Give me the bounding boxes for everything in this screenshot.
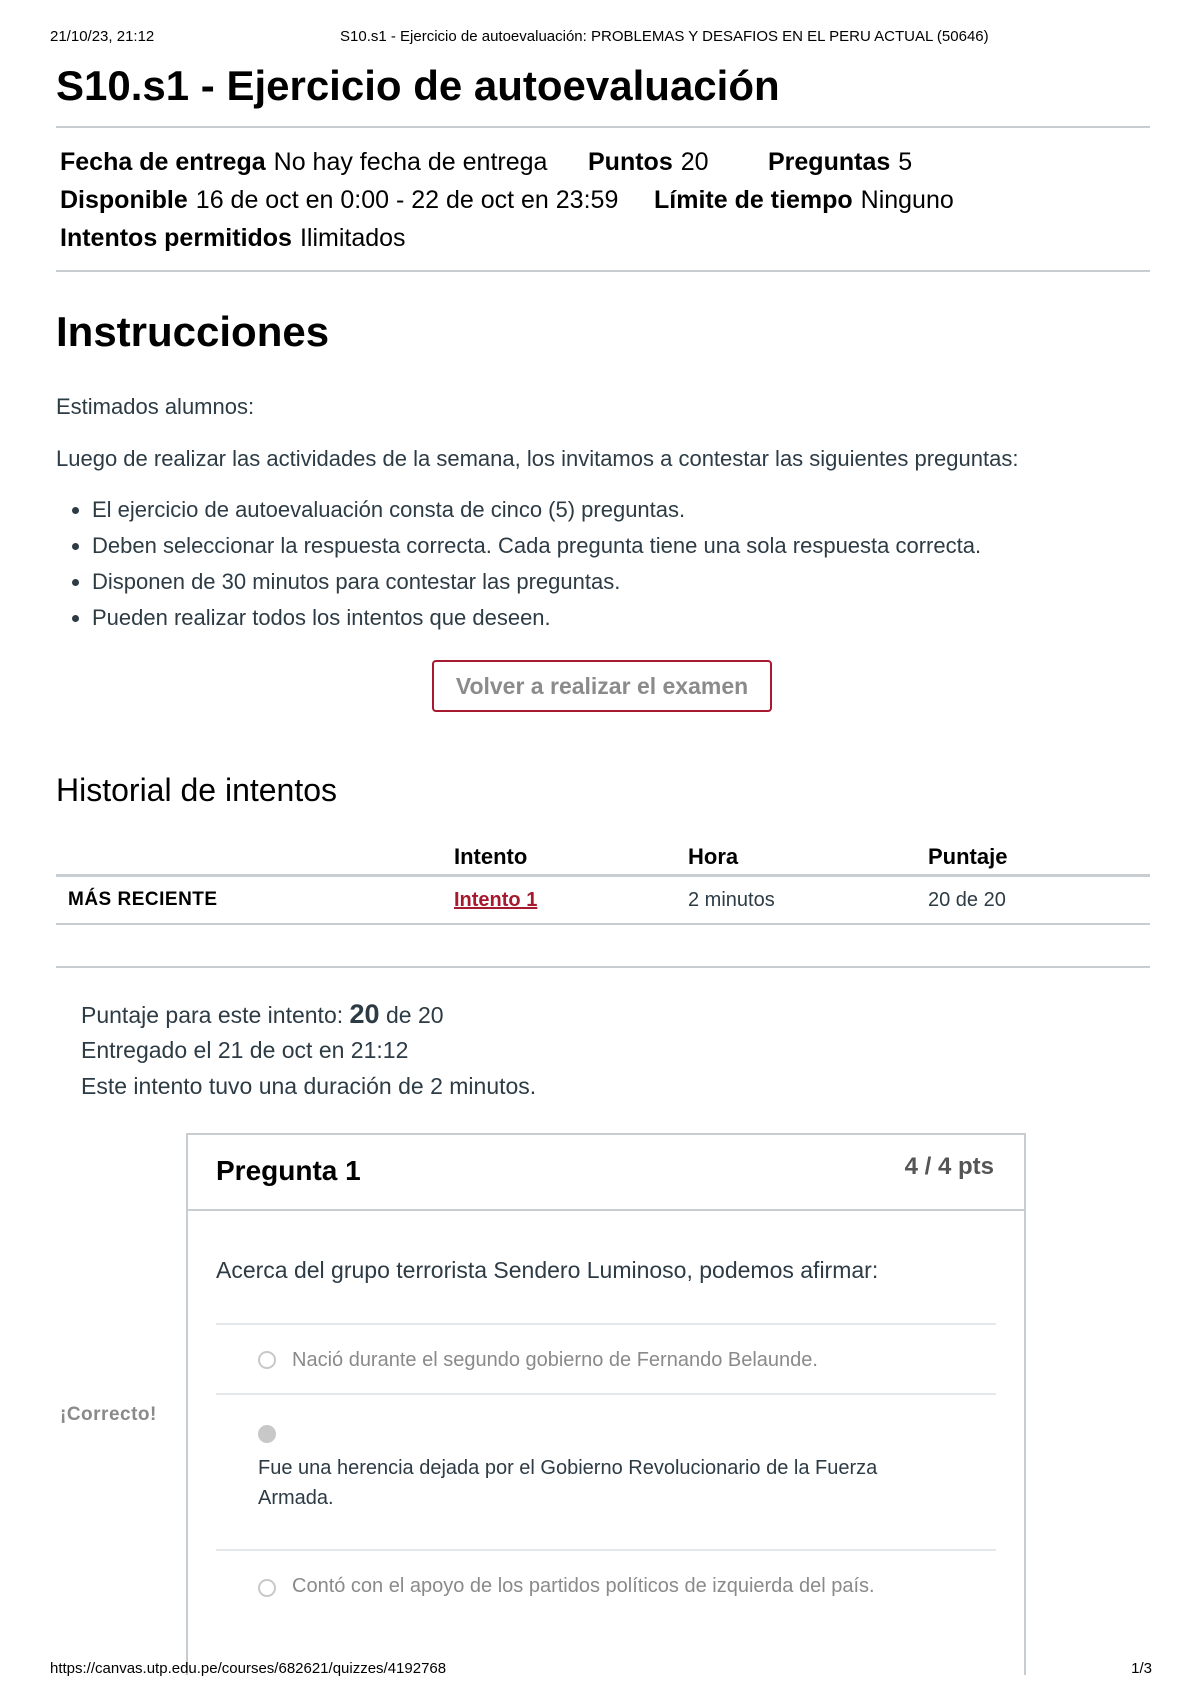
detail-questions-value: 5: [898, 148, 913, 176]
detail-points-value: 20: [680, 148, 709, 176]
detail-available-label: Disponible: [60, 186, 188, 214]
detail-available-value: 16 de oct en 0:00 - 22 de oct en 23:59: [195, 186, 619, 214]
table-header-row: [56, 834, 1150, 876]
score-line: [56, 996, 1150, 1032]
answer-option-selected: [216, 1393, 996, 1549]
detail-time-limit: [654, 186, 954, 215]
detail-time-limit-label: Límite de tiempo: [654, 186, 853, 214]
print-footer: [0, 1660, 1200, 1680]
detail-time-limit-value: Ninguno: [860, 186, 954, 214]
print-url: https://canvas.utp.edu.pe/courses/682621/quizzes/4192768: [50, 1660, 447, 1677]
question-card: [186, 1133, 1026, 1675]
score-prefix: Puntaje para este intento:: [81, 1002, 344, 1028]
instructions-bullet: • Pueden realizar todos los intentos que deseen.: [92, 604, 1150, 640]
attempt-link[interactable]: Intento 1: [454, 888, 538, 911]
print-doc-title: S10.s1 - Ejercicio de autoevaluación: PROBLEMAS Y DESAFIOS EN EL PERU ACTUAL (50646): [340, 28, 989, 45]
score-suffix: de 20: [385, 1002, 444, 1028]
detail-available: [60, 186, 618, 215]
detail-questions-label: Preguntas: [768, 148, 891, 176]
correct-answer-flag: ¡Correcto!: [60, 1404, 190, 1434]
table-row: [56, 876, 1150, 925]
quiz-content: [56, 58, 1150, 1099]
question-title: Pregunta 1: [216, 1155, 361, 1186]
answer-label: Fue una herencia dejada por el Gobierno Revolucionario de la Fuerza Armada.: [258, 1457, 878, 1509]
attempt-cell: [454, 876, 688, 925]
answer-label: Nació durante el segundo gobierno de Fernando Belaunde.: [292, 1349, 818, 1371]
quiz-details: [56, 128, 1150, 270]
answer-option: [216, 1323, 996, 1393]
instructions-list: [56, 496, 1150, 640]
radio-selected-icon: [258, 1425, 276, 1443]
answer-label: Contó con el apoyo de los partidos políticos de izquierda del país.: [292, 1575, 875, 1597]
instructions-greeting: Estimados alumnos:: [56, 394, 255, 419]
instructions-title: Instrucciones: [56, 308, 330, 355]
detail-due-label: Fecha de entrega: [60, 148, 266, 176]
history-title: Historial de intentos: [56, 772, 338, 808]
instructions-lead: Luego de realizar las actividades de la semana, los invitamos a contestar las siguientes preguntas:: [56, 446, 1019, 471]
column-header-attempt: Intento: [454, 834, 688, 876]
attempt-tag: MÁS RECIENTE: [56, 876, 454, 925]
question-text: Acerca del grupo terrorista Sendero Luminoso, podemos afirmar:: [216, 1257, 879, 1283]
submitted-line: Entregado el 21 de oct en 21:12: [81, 1037, 409, 1063]
instructions-bullet: • El ejercicio de autoevaluación consta de cinco (5) preguntas.: [92, 496, 1150, 532]
detail-due: [60, 148, 547, 177]
print-date: 21/10/23, 21:12: [50, 28, 155, 45]
question-body: [188, 1257, 1024, 1631]
column-header-score: Puntaje: [928, 834, 1150, 876]
detail-due-value: No hay fecha de entrega: [273, 148, 548, 176]
detail-attempts-label: Intentos permitidos: [60, 224, 292, 252]
score-value: 20: [349, 999, 380, 1029]
instructions-bullet: • Disponen de 30 minutos para contestar las preguntas.: [92, 568, 1150, 604]
instructions: [56, 392, 1150, 640]
page-title: S10.s1 - Ejercicio de autoevaluación: [56, 62, 780, 109]
detail-attempts-value: Ilimitados: [299, 224, 406, 252]
detail-points: [588, 148, 709, 177]
answer-option: [216, 1549, 996, 1631]
retake-quiz-button[interactable]: Volver a realizar el examen: [432, 660, 772, 712]
print-header: [0, 28, 1200, 48]
attempt-history-table: [56, 834, 1150, 925]
detail-attempts: [60, 224, 406, 253]
radio-unselected-icon: [258, 1579, 276, 1597]
instructions-bullet: • Deben seleccionar la respuesta correcta. Cada pregunta tiene una sola respuesta correcta.: [92, 532, 1150, 568]
detail-points-label: Puntos: [588, 148, 673, 176]
radio-unselected-icon: [258, 1351, 276, 1369]
attempt-time: 2 minutos: [688, 876, 928, 925]
attempt-score: 20 de 20: [928, 876, 1150, 925]
duration-line: Este intento tuvo una duración de 2 minutos.: [81, 1073, 537, 1099]
column-header-tag: [56, 834, 454, 876]
question-header: [188, 1135, 1024, 1211]
retake-wrap: [56, 640, 1150, 770]
print-page-number: 1/3: [1131, 1660, 1152, 1677]
question-points: 4 / 4 pts: [904, 1153, 994, 1180]
score-summary: [56, 966, 1150, 1104]
column-header-time: Hora: [688, 834, 928, 876]
detail-questions: [768, 148, 912, 177]
divider: [56, 966, 1150, 968]
